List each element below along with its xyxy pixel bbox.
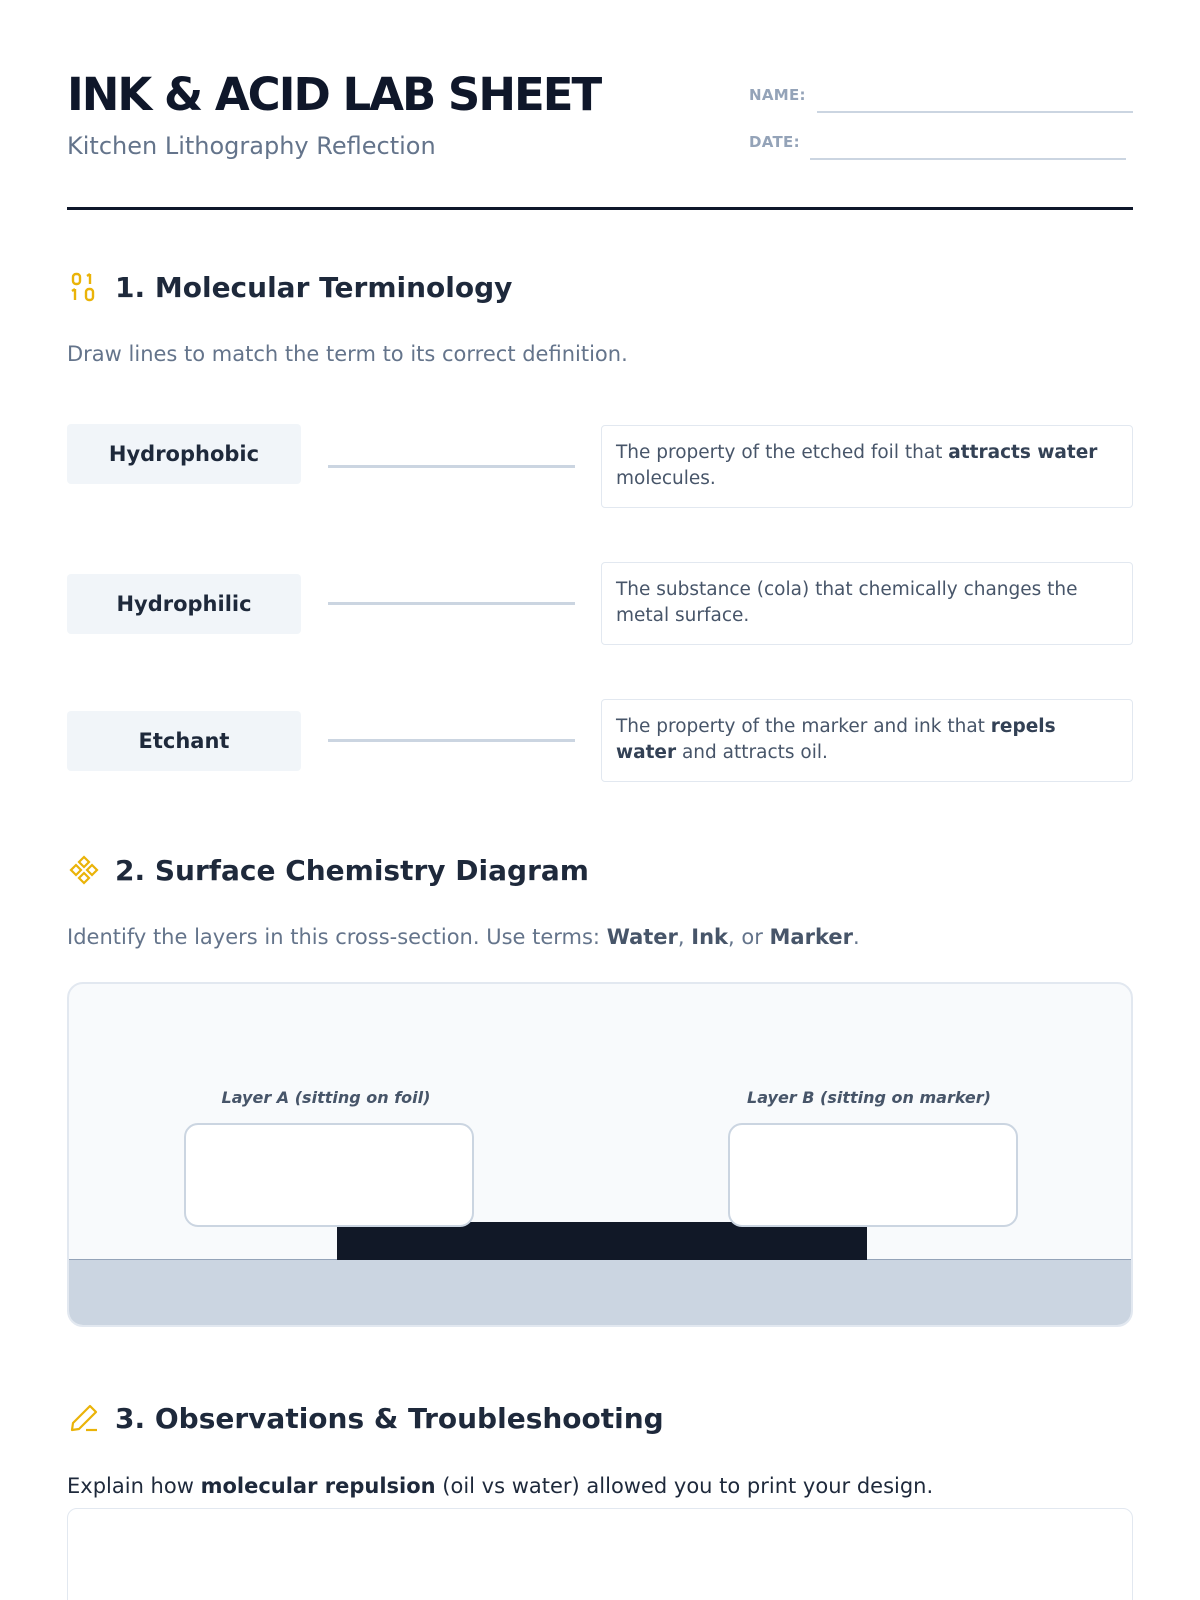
section-2-instruction [67,925,860,949]
section-2-heading [67,853,589,887]
section-1-heading [67,270,512,304]
section-3-instruction [67,1474,933,1498]
definition-bold: repels water [616,716,1056,763]
definition-card [601,562,1133,645]
section-3-heading [67,1401,664,1435]
term-ink: Ink [691,925,729,949]
definition-text: The property of the etched foil that [616,442,949,463]
section-1-instruction: Draw lines to match the term to its correct definition. [67,342,628,366]
name-label: NAME: [749,86,806,104]
layer-b-answer-box[interactable] [728,1123,1018,1227]
instruction-bold: molecular repulsion [200,1474,436,1498]
marker-layer [337,1222,867,1260]
definition-text: The property of the marker and ink that [616,716,991,737]
term-water: Water [606,925,678,949]
section-3-title: 3. Observations & Troubleshooting [115,1401,664,1435]
pencil-icon [67,1401,101,1435]
observations-answer-box[interactable] [67,1508,1133,1600]
instruction-text: , or [728,925,770,949]
name-field[interactable] [817,111,1133,113]
match-line[interactable] [328,602,575,605]
instruction-text: , [677,925,692,949]
date-label: DATE: [749,133,800,151]
term-marker: Marker [769,925,853,949]
section-2-title: 2. Surface Chemistry Diagram [115,853,589,887]
date-field[interactable] [810,158,1126,160]
instruction-text: . [852,925,860,949]
header-divider [67,207,1133,210]
definition-text: The substance (cola) that chemically changes the metal surface. [616,579,1078,626]
diamonds-icon [67,853,101,887]
instruction-text: Explain how [67,1474,201,1498]
match-line[interactable] [328,465,575,468]
instruction-text: (oil vs water) allowed you to print your design. [435,1474,934,1498]
section-1-title: 1. Molecular Terminology [115,270,513,304]
layer-b-label: Layer B (sitting on marker) [747,1088,991,1107]
layer-a-answer-box[interactable] [184,1123,474,1227]
definition-text: and attracts oil. [676,742,828,763]
binary-icon [67,270,101,304]
page-title: INK & ACID LAB SHEET [67,68,601,121]
definition-card [601,425,1133,508]
definition-card [601,699,1133,782]
definition-text: molecules. [616,468,716,489]
foil-layer [69,1259,1131,1325]
term-hydrophilic: Hydrophilic [67,574,301,634]
instruction-text: Identify the layers in this cross-section. Use terms: [67,925,607,949]
layer-a-label: Layer A (sitting on foil) [221,1088,431,1107]
page-subtitle: Kitchen Lithography Reflection [67,132,436,160]
definition-bold: attracts water [948,442,1098,463]
term-hydrophobic: Hydrophobic [67,424,301,484]
cross-section-diagram [67,982,1133,1327]
term-etchant: Etchant [67,711,301,771]
match-line[interactable] [328,739,575,742]
